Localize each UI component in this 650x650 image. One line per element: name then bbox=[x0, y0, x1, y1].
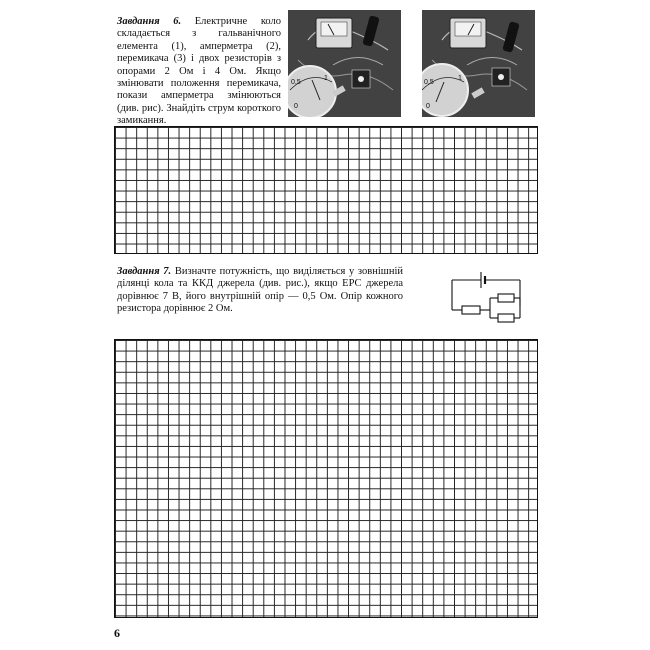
photo-right-scale-0-5: 0,5 bbox=[424, 79, 434, 86]
circuit-photo-right-graphic bbox=[422, 10, 535, 117]
task-7-text bbox=[117, 266, 403, 316]
page-number: 6 bbox=[114, 626, 120, 640]
answer-grid-task-7[interactable] bbox=[114, 339, 538, 618]
circuit-photo-right bbox=[422, 10, 535, 117]
photo-right-scale-0: 0 bbox=[426, 103, 430, 110]
resistor-symbol-parallel-bottom bbox=[498, 314, 514, 322]
task-6-body: Електричне коло складається з гальванічного елемента (1), амперметра (2), перемикача (3) і двох резисторів з опорами 2 Ом і 4 Ом. Якщо змінювати положення перемикача, покази амперметра змінюються (див. рис). Знайдіть струм короткого замикання. bbox=[117, 16, 281, 127]
resistor-symbol-parallel-top bbox=[498, 294, 514, 302]
circuit-photo-left-graphic bbox=[288, 10, 401, 117]
task-7-label: Завдання 7. bbox=[117, 266, 172, 277]
task-6-text bbox=[117, 16, 281, 128]
circuit-diagram bbox=[448, 266, 528, 326]
answer-grid-task-6[interactable] bbox=[114, 126, 538, 254]
photo-left-scale-0: 0 bbox=[294, 103, 298, 110]
photo-left-scale-1: 1 bbox=[324, 75, 328, 82]
resistor-symbol-series bbox=[462, 306, 480, 314]
circuit-photo-left bbox=[288, 10, 401, 117]
task-7-body: Визначте потужність, що виділяється у зовнішній ділянці кола та ККД джерела (див. рис.), якщо ЕРС джерела дорівнює 7 В, його внутрішній опір — 0,5 Ом. Опір кожного резистора дорівнює 2 Ом. bbox=[117, 266, 403, 315]
task-6-label: Завдання 6. bbox=[117, 16, 182, 27]
photo-left-scale-0-5: 0,5 bbox=[291, 79, 301, 86]
photo-right-scale-1: 1 bbox=[458, 75, 462, 82]
